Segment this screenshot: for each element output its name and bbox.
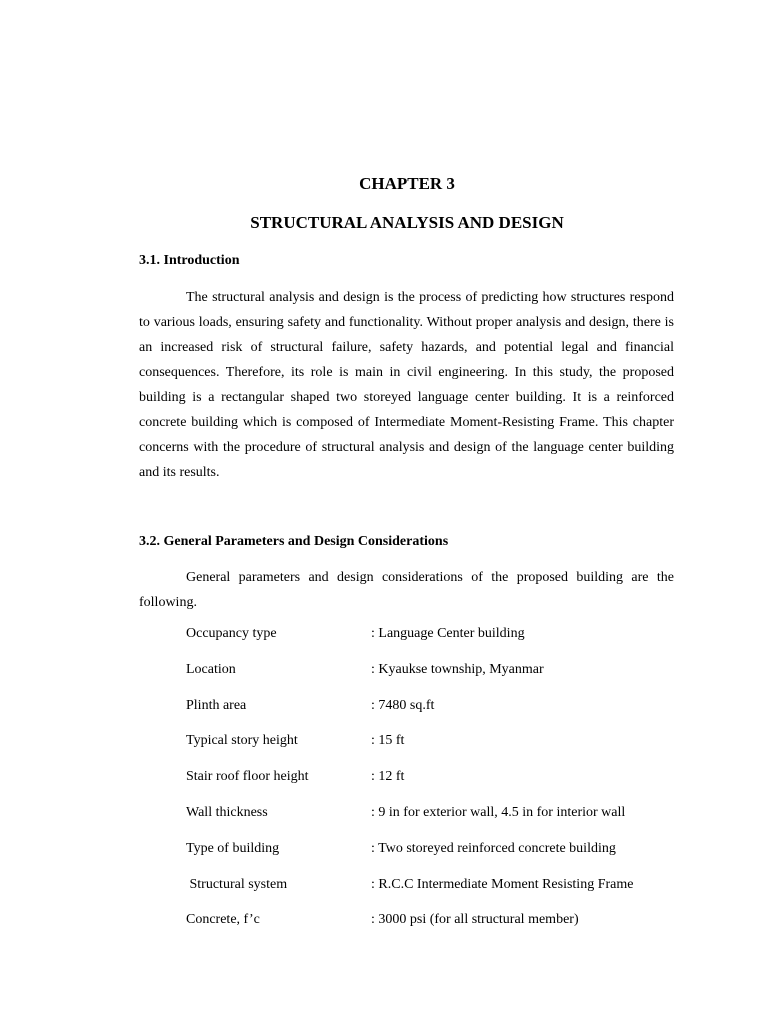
parameter-row bbox=[186, 839, 706, 875]
parameter-value: : 7480 sq.ft bbox=[371, 697, 435, 713]
parameter-label: Stair roof floor height bbox=[186, 769, 309, 785]
section-heading-introduction: 3.1. Introduction bbox=[139, 253, 240, 268]
introduction-paragraph: The structural analysis and design is the process of predicting how structures respond to various loads, ensuring safety and functionality. Without proper analysis and design, there is an increased risk of structural failure, safety hazards, and potential legal and financial consequences. Therefore, its role is main in civil engineering. In this study, the proposed building is a rectangular shaped two storeyed language center building. It is a reinforced concrete building which is composed of Intermediate Moment-Resisting Frame. This chapter concerns with the procedure of structural analysis and design of the language center building and its results. bbox=[139, 290, 674, 480]
parameter-row bbox=[186, 696, 706, 732]
parameter-label: Occupancy type bbox=[186, 626, 277, 641]
parameter-label: Structural system bbox=[186, 876, 288, 892]
parameter-value: : 15 ft bbox=[371, 733, 405, 749]
parameters-list bbox=[186, 624, 706, 946]
parameter-row bbox=[186, 731, 706, 767]
section-heading-general-parameters: 3.2. General Parameters and Design Considerations bbox=[139, 534, 449, 549]
general-parameters-paragraph: General parameters and design considerations of the proposed building are the following. bbox=[139, 570, 674, 610]
parameter-row bbox=[186, 660, 706, 696]
parameter-value: : 3000 psi (for all structural member) bbox=[371, 912, 579, 928]
chapter-number: CHAPTER 3 bbox=[359, 174, 455, 193]
parameter-label: Concrete, f’c bbox=[186, 912, 260, 928]
parameter-value: : R.C.C Intermediate Moment Resisting Frame bbox=[371, 876, 634, 892]
parameter-value: : Kyaukse township, Myanmar bbox=[371, 661, 544, 677]
chapter-title: STRUCTURAL ANALYSIS AND DESIGN bbox=[250, 213, 564, 232]
parameter-value: : 9 in for exterior wall, 4.5 in for interior wall bbox=[371, 804, 626, 820]
parameter-label: Plinth area bbox=[186, 697, 247, 713]
parameter-row bbox=[186, 875, 706, 911]
parameter-label: Type of building bbox=[186, 840, 280, 856]
parameter-value: : Two storeyed reinforced concrete building bbox=[371, 840, 616, 856]
parameter-row bbox=[186, 803, 706, 839]
parameter-label: Location bbox=[186, 661, 236, 677]
parameter-row bbox=[186, 767, 706, 803]
parameter-row bbox=[186, 624, 706, 660]
parameter-value: : 12 ft bbox=[371, 769, 405, 785]
parameter-row bbox=[186, 910, 706, 946]
parameter-value: : Language Center building bbox=[371, 626, 525, 641]
parameter-label: Wall thickness bbox=[186, 804, 268, 820]
parameter-label: Typical story height bbox=[186, 733, 298, 749]
